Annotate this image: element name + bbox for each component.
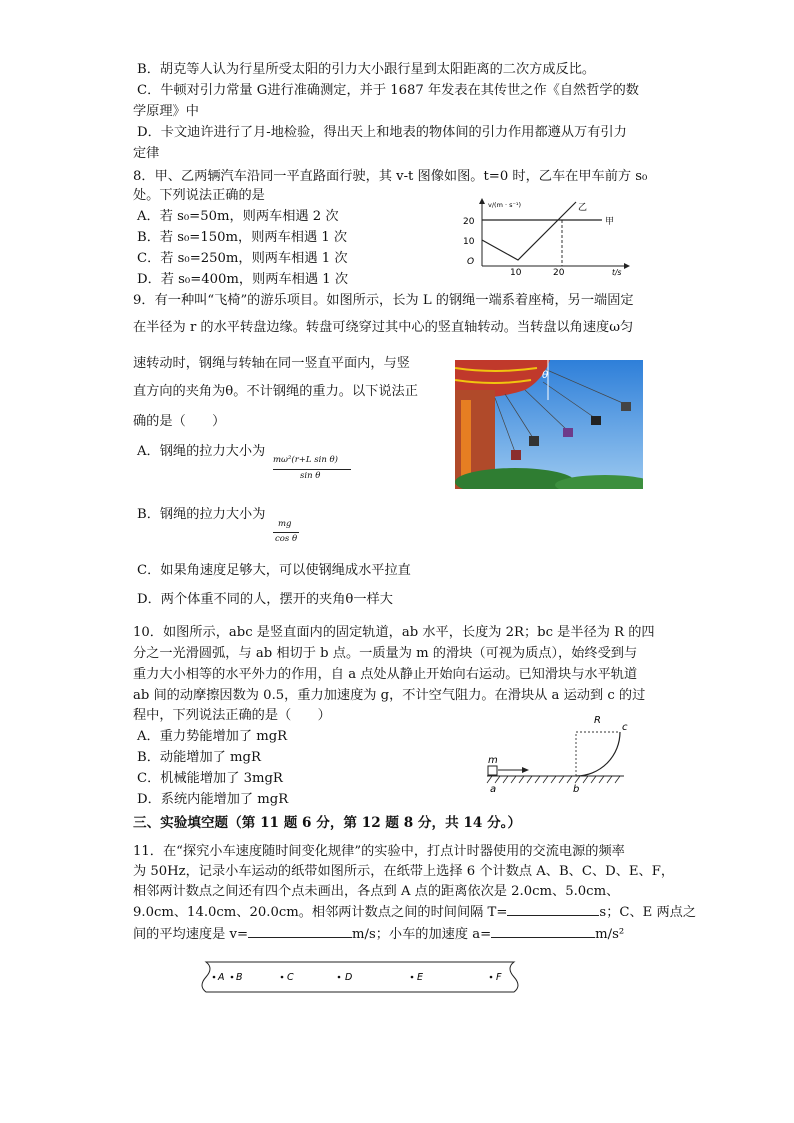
q10-option-c: C．机械能增加了 3mgR <box>137 771 283 786</box>
q11-stem-line4-tail: s；C、E 两点之 <box>599 905 697 920</box>
q9-option-d: D．两个体重不同的人，摆开的夹角θ一样大 <box>137 592 393 607</box>
q9-option-a: A．钢绳的拉力大小为 <box>137 444 266 459</box>
graph-xtick-10: 10 <box>510 268 522 276</box>
q7-option-c-line1: C．牛顿对引力常量 G进行准确测定，并于 1687 年发表在其传世之作《自然哲学的数 <box>137 83 639 98</box>
q11-stem-line2: 为 50Hz，记录小车运动的纸带如图所示，在纸带上选择 6 个计数点 A、B、C、D、E、F， <box>133 864 675 879</box>
q8-option-a: A．若 s₀=50m，则两车相遇 2 次 <box>137 209 339 224</box>
q10-option-b: B．动能增加了 mgR <box>137 750 261 765</box>
q9-option-a-numerator: mω²(r+L sin θ) <box>273 455 338 465</box>
tape-dot-b <box>231 976 234 979</box>
track-label-c: c <box>622 722 628 733</box>
q11-stem-line5-unit: m/s² <box>595 927 625 942</box>
track-hatching <box>487 776 620 783</box>
q9-stem-line5: 确的是（ ） <box>133 414 226 429</box>
tape-dot-d <box>338 976 341 979</box>
tape-dot-a <box>213 976 216 979</box>
graph-x-label: t/s <box>612 268 622 276</box>
q9-flying-chair-photo <box>455 360 643 489</box>
q10-stem-line3: 重力大小相等的水平外力的作用，自 a 点处从静止开始向右运动。已知滑块与水平轨道 <box>133 667 638 682</box>
q11-blank-acceleration[interactable] <box>491 937 595 938</box>
track-label-b: b <box>573 784 580 795</box>
q7-option-b: B．胡克等人认为行星所受太阳的引力大小跟行星到太阳距离的二次方成反比。 <box>137 62 596 77</box>
graph-y-label: v/(m · s⁻¹) <box>488 201 522 209</box>
q9-option-a-fraction-bar <box>273 469 351 470</box>
q11-blank-interval[interactable] <box>507 915 599 916</box>
photo-rider <box>591 416 601 425</box>
track-block <box>488 766 497 775</box>
q9-option-b-numerator: mg <box>278 519 292 529</box>
graph-x-arrow <box>624 263 630 269</box>
q9-option-c: C．如果角速度足够大，可以使钢绳成水平拉直 <box>137 563 411 578</box>
q10-stem-line5: 程中，下列说法正确的是（ ） <box>133 708 331 723</box>
tape-label-e: E <box>417 972 424 983</box>
q11-blank-velocity[interactable] <box>248 937 352 938</box>
photo-rider <box>511 450 521 460</box>
tape-dot-e <box>411 976 414 979</box>
q10-track-figure <box>482 712 632 796</box>
photo-rider <box>563 428 573 437</box>
q9-stem-line1: 9．有一种叫“飞椅”的游乐项目。如图所示，长为 L 的钢绳一端系着座椅，另一端固定 <box>133 293 634 308</box>
tape-label-f: F <box>496 972 502 983</box>
q7-option-d-line1: D．卡文迪许进行了月-地检验，得出天上和地表的物体间的引力作用都遵从万有引力 <box>137 125 627 140</box>
q7-option-d-line2: 定律 <box>133 146 160 161</box>
q11-stem-line5 <box>133 925 624 945</box>
photo-rider <box>621 402 631 411</box>
tape-label-d: D <box>345 972 353 983</box>
q10-stem-line2: 分之一光滑圆弧，与 ab 相切于 b 点。一质量为 m 的滑块（可视为质点），始终受到与 <box>133 646 638 661</box>
q8-stem-line2: 处。下列说法正确的是 <box>133 188 265 203</box>
photo-rider <box>529 436 539 446</box>
q7-option-c-line2: 学原理》中 <box>133 104 199 119</box>
q11-stem-line3: 相邻两计数点之间还有四个点未画出，各点到 A 点的距离依次是 2.0cm、5.0cm、 <box>133 884 620 899</box>
tape-dot-f <box>490 976 493 979</box>
track-label-m: m <box>488 755 498 766</box>
q10-stem-line4: ab 间的动摩擦因数为 0.5，重力加速度为 g，不计空气阻力。在滑块从 a 运动到 c 的过 <box>133 688 646 703</box>
q9-stem-line4: 直方向的夹角为θ。不计钢绳的重力。以下说法正 <box>133 384 418 399</box>
graph-y-arrow <box>479 198 485 204</box>
photo-tower-detail <box>461 400 471 480</box>
graph-label-jia: 甲 <box>605 217 615 227</box>
q8-option-c: C．若 s₀=250m，则两车相遇 1 次 <box>137 251 348 266</box>
q10-stem-line1: 10．如图所示，abc 是竖直面内的固定轨道，ab 水平，长度为 2R；bc 是半径为 R 的四 <box>133 625 655 640</box>
graph-origin: O <box>467 257 475 267</box>
tape-dot-c <box>281 976 284 979</box>
tape-label-b: B <box>236 972 243 983</box>
q11-stem-line4-text: 9.0cm、14.0cm、20.0cm。相邻两计数点之间的时间间隔 T= <box>133 905 508 920</box>
q8-option-b: B．若 s₀=150m，则两车相遇 1 次 <box>137 230 348 245</box>
q8-option-d: D．若 s₀=400m，则两车相遇 1 次 <box>137 272 349 287</box>
tape-label-a: A <box>218 972 225 983</box>
q11-stem-line1: 11．在“探究小车速度随时间变化规律”的实验中，打点计时器使用的交流电源的频率 <box>133 844 625 859</box>
track-arc <box>576 732 620 776</box>
q10-option-a: A．重力势能增加了 mgR <box>137 729 288 744</box>
graph-ytick-20: 20 <box>463 217 475 227</box>
tape-outline <box>202 962 518 992</box>
track-force-arrowhead <box>522 767 529 773</box>
q9-option-b-denominator: cos θ <box>275 534 298 544</box>
q9-stem-line2: 在半径为 r 的水平转盘边缘。转盘可绕穿过其中心的竖直轴转动。当转盘以角速度ω匀 <box>133 320 634 335</box>
q11-stem-line5-mid: m/s；小车的加速度 a= <box>352 927 492 942</box>
tape-label-c: C <box>287 972 294 983</box>
q11-paper-tape <box>198 958 522 996</box>
track-label-a: a <box>490 784 497 795</box>
q9-stem-line3: 速转动时，钢绳与转轴在同一竖直平面内，与竖 <box>133 356 410 371</box>
track-radius-guide <box>576 732 620 776</box>
q11-stem-line4 <box>133 903 696 923</box>
q9-option-a-denominator: sin θ <box>300 471 321 481</box>
q9-option-b: B．钢绳的拉力大小为 <box>137 507 266 522</box>
photo-theta-label: θ <box>542 370 549 381</box>
q11-stem-line5-text: 间的平均速度是 v= <box>133 927 249 942</box>
graph-label-yi: 乙 <box>578 203 588 213</box>
graph-ytick-10: 10 <box>463 237 475 247</box>
q10-option-d: D．系统内能增加了 mgR <box>137 792 289 807</box>
q8-vt-graph <box>452 196 632 276</box>
track-label-r: R <box>594 715 601 726</box>
q9-option-b-fraction-bar <box>273 532 299 533</box>
section-3-title: 三、实验填空题（第 11 题 6 分，第 12 题 8 分，共 14 分。） <box>133 815 522 831</box>
graph-xtick-20: 20 <box>553 268 565 276</box>
q8-stem-line1: 8．甲、乙两辆汽车沿同一平直路面行驶，其 v-t 图像如图。t=0 时，乙车在甲车前方 s₀ <box>133 169 648 184</box>
